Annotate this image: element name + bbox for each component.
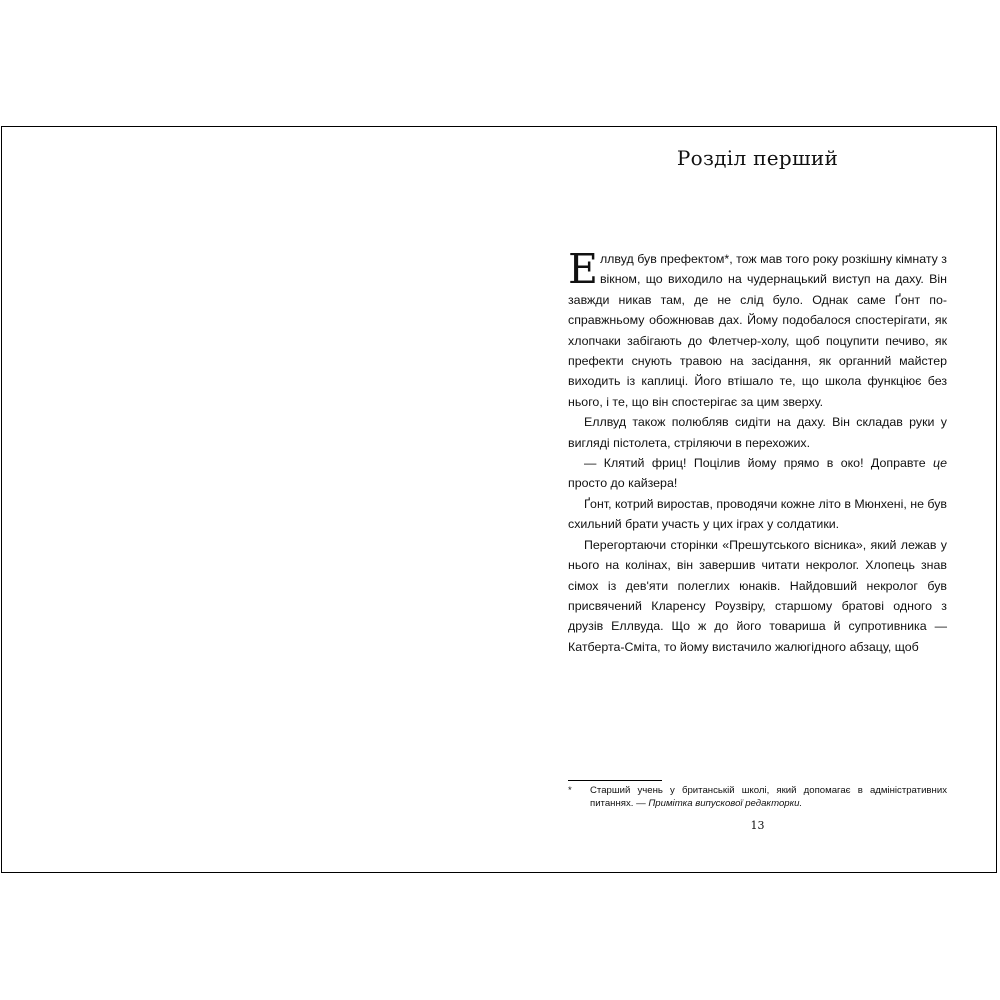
page-number: 13 bbox=[750, 819, 765, 832]
paragraph-3-text-b: просто до кайзера! bbox=[568, 476, 678, 491]
paragraph-1 bbox=[568, 245, 947, 412]
paragraph-5: Перегортаючи сторінки «Прешутського вісника», який лежав у нього на колінах, він завершив читати некролог. Хлопець знав сімох із дев'яти полеглих юнаків. Найдовший некролог був присвячений Кларенсу Роузвіру, старшому братові одного з друзів Еллвуда. Що ж до його товариша й супротивника — Катберта-Сміта, то йому вистачило жалюгідного абзацу, щоб bbox=[568, 537, 947, 654]
left-page bbox=[2, 127, 500, 872]
footnote-mark: * bbox=[568, 785, 572, 796]
footnote-body bbox=[590, 785, 947, 810]
footnote-note: Примітка випускової редакторки. bbox=[648, 797, 803, 809]
drop-cap: Е bbox=[568, 245, 598, 293]
paragraph-4: Ґонт, котрий виростав, проводячи кожне літо в Мюнхені, не був схильний брати участь у цих іграх у солдатики. bbox=[568, 496, 948, 532]
paragraph-3-emphasis: це bbox=[933, 456, 947, 471]
paragraph-1-text: ллвуд був префектом*, тож мав того року розкішну кімнату з вікном, що виходило на чудернацький виступ на даху. Він завжди никав там, де не слід було. Однак саме Ґонт по-справжньому обожнював дах. Йому подобалося спостерігати, як хлопчаки забігають до Флетчер-холу, щоб поцупити печиво, як префекти снують травою на засідання, як органний майстер виходить із каплиці. Його втішало те, що школа функціює без нього, і те, що він спостерігає за цим зверху. bbox=[568, 252, 947, 409]
chapter-title: Розділ перший bbox=[676, 146, 839, 170]
footnote-divider bbox=[568, 780, 662, 781]
paragraph-2: Еллвуд також полюбляв сидіти на даху. Він складав руки у вигляді пістолета, стріляючи в перехожих. bbox=[568, 415, 947, 450]
paragraph-3 bbox=[568, 453, 947, 494]
footnote bbox=[568, 785, 947, 810]
paragraph-3-text-a: — Клятий фриц! Поцілив йому прямо в око! Доправте bbox=[584, 456, 934, 471]
footnote-text: Старший учень у британській школі, який допомагає в адміністративних питаннях. — bbox=[590, 785, 947, 809]
body-text bbox=[568, 245, 948, 657]
